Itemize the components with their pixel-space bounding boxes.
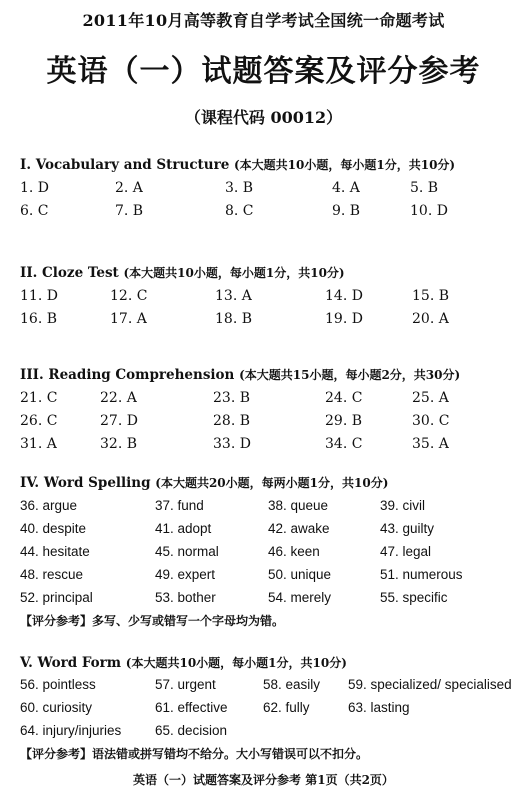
section-title: IV. Word Spelling (20, 475, 151, 491)
answer-item: 27. D (100, 413, 138, 429)
answer-item: 60. curiosity (20, 700, 93, 715)
answer-item: 44. hesitate (20, 544, 90, 559)
answer-item: 17. A (110, 311, 147, 327)
answer-item: 64. injury/injuries (20, 723, 122, 738)
answer-item: 30. C (412, 413, 450, 429)
answer-item: 13. A (215, 288, 252, 304)
answer-row (20, 498, 521, 520)
answer-row (20, 567, 521, 589)
answer-item: 42. awake (268, 521, 330, 536)
answer-item: 36. argue (20, 498, 78, 513)
section-scoring-info: (本大题共10小题，每小题1分，共10分) (125, 656, 347, 670)
section-title: I. Vocabulary and Structure (20, 157, 230, 173)
answer-item: 31. A (20, 436, 57, 452)
form-section-heading (20, 654, 347, 671)
answer-item: 26. C (20, 413, 58, 429)
answer-item: 21. C (20, 390, 58, 406)
answer-row (20, 723, 521, 745)
answer-item: 14. D (325, 288, 363, 304)
answer-item: 18. B (215, 311, 253, 327)
answer-item: 58. easily (263, 677, 321, 692)
answer-item: 8. C (225, 203, 254, 219)
answer-item: 22. A (100, 390, 137, 406)
section-title: V. Word Form (20, 655, 122, 671)
answer-row (20, 390, 521, 412)
answer-item: 62. fully (263, 700, 310, 715)
answer-item: 50. unique (268, 567, 332, 582)
answer-row (20, 700, 521, 722)
answer-item: 56. pointless (20, 677, 96, 692)
answer-item: 25. A (412, 390, 449, 406)
cloze-section-heading (20, 264, 345, 281)
section-title: III. Reading Comprehension (20, 367, 235, 383)
section-scoring-info: (本大题共10小题，每小题1分，共10分) (123, 266, 345, 280)
answer-row (20, 590, 521, 612)
answer-row (20, 521, 521, 543)
section-title: II. Cloze Test (20, 265, 119, 281)
spelling-section-heading (20, 474, 388, 491)
answer-item: 34. C (325, 436, 363, 452)
answer-item: 4. A (332, 180, 360, 196)
answer-item: 46. keen (268, 544, 320, 559)
answer-row (20, 544, 521, 566)
answer-item: 40. despite (20, 521, 87, 536)
answer-item: 16. B (20, 311, 58, 327)
answer-row (20, 311, 521, 333)
answer-item: 5. B (410, 180, 439, 196)
answer-item: 61. effective (155, 700, 228, 715)
answer-item: 11. D (20, 288, 58, 304)
page-footer: 英语（一）试题答案及评分参考 第1页（共2页） (133, 773, 394, 787)
reading-section-heading (20, 366, 460, 383)
answer-item: 48. rescue (20, 567, 84, 582)
answer-row (20, 180, 521, 202)
answer-row (20, 436, 521, 458)
answer-item: 39. civil (380, 498, 426, 513)
scoring-note: 【评分参考】语法错或拼写错均不给分。大小写错误可以不扣分。 (20, 747, 369, 761)
answer-item: 3. B (225, 180, 254, 196)
answer-item: 33. D (213, 436, 251, 452)
answer-item: 35. A (412, 436, 449, 452)
exam-header-line: 2011年10月高等教育自学考试全国统一命题考试 (82, 11, 445, 30)
answer-item: 20. A (412, 311, 449, 327)
answer-item: 41. adopt (155, 521, 212, 536)
scoring-note: 【评分参考】多写、少写或错写一个字母均为错。 (20, 614, 285, 628)
answer-item: 32. B (100, 436, 138, 452)
answer-item: 65. decision (155, 723, 228, 738)
answer-item: 49. expert (155, 567, 216, 582)
answer-item: 38. queue (268, 498, 329, 513)
document-title: 英语（一）试题答案及评分参考 (46, 54, 481, 89)
answer-item: 37. fund (155, 498, 204, 513)
answer-item: 23. B (213, 390, 251, 406)
answer-item: 19. D (325, 311, 363, 327)
answer-item: 43. guilty (380, 521, 435, 536)
answer-item: 1. D (20, 180, 50, 196)
answer-row (20, 288, 521, 310)
section-scoring-info: (本大题共10小题，每小题1分，共10分) (234, 158, 456, 172)
section-scoring-info: (本大题共20小题，每两小题1分，共10分) (155, 476, 389, 490)
answer-item: 28. B (213, 413, 251, 429)
answer-item: 6. C (20, 203, 49, 219)
answer-item: 15. B (412, 288, 450, 304)
answer-item: 54. merely (268, 590, 332, 605)
course-code: （课程代码 00012） (184, 108, 343, 127)
answer-row (20, 413, 521, 435)
answer-item: 10. D (410, 203, 448, 219)
answer-item: 29. B (325, 413, 363, 429)
answer-item: 7. B (115, 203, 144, 219)
answer-item: 55. specific (380, 590, 448, 605)
answer-item: 2. A (115, 180, 143, 196)
answer-row (20, 677, 521, 699)
answer-row (20, 203, 521, 225)
answer-item: 63. lasting (348, 700, 410, 715)
answer-item: 45. normal (155, 544, 219, 559)
answer-item: 51. numerous (380, 567, 463, 582)
answer-item: 9. B (332, 203, 361, 219)
vocab-section-heading (20, 156, 455, 173)
answer-item: 12. C (110, 288, 148, 304)
answer-item: 52. principal (20, 590, 93, 605)
answer-item: 47. legal (380, 544, 432, 559)
answer-item: 59. specialized/ specialised (348, 677, 512, 692)
answer-item: 57. urgent (155, 677, 216, 692)
section-scoring-info: (本大题共15小题，每小题2分，共30分) (239, 368, 461, 382)
answer-item: 24. C (325, 390, 363, 406)
answer-item: 53. bother (155, 590, 216, 605)
